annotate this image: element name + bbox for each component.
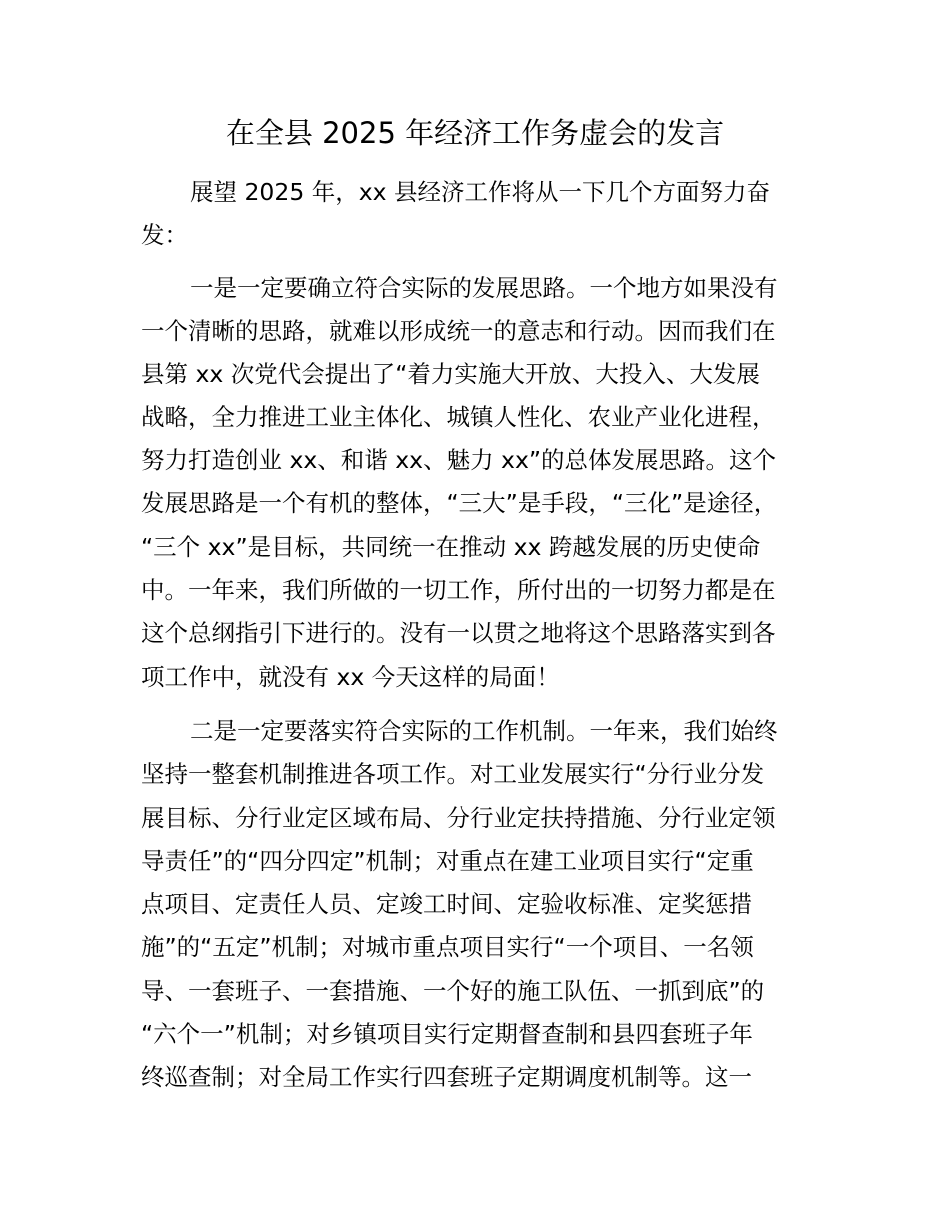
paragraph-3-line-6: 施”的“五定”机制；对城市重点项目实行“一个项目、一名领 — [141, 933, 754, 961]
paragraph-3-line-7: 导、一套班子、一套措施、一个好的施工队伍、一抓到底”的 — [141, 977, 765, 1005]
paragraph-2-line-10: 项工作中，就没有 xx 今天这样的局面！ — [141, 663, 560, 691]
paragraph-1-line-2: 发： — [141, 221, 188, 249]
paragraph-2-line-9: 这个总纲指引下进行的。没有一以贯之地将这个思路落实到各 — [141, 619, 776, 647]
paragraph-2-line-6: 发展思路是一个有机的整体，“三大”是手段，“三化”是途径， — [141, 489, 778, 517]
paragraph-2-line-1: 一是一定要确立符合实际的发展思路。一个地方如果没有 — [190, 274, 778, 302]
paragraph-2-line-2: 一个清晰的思路，就难以形成统一的意志和行动。因而我们在 — [141, 317, 776, 345]
paragraph-2-line-4: 战略，全力推进工业主体化、城镇人性化、农业产业化进程， — [141, 403, 776, 431]
paragraph-3-line-1: 二是一定要落实符合实际的工作机制。一年来，我们始终 — [190, 717, 778, 745]
paragraph-1-line-1: 展望 2025 年，xx 县经济工作将从一下几个方面努力奋 — [190, 178, 771, 206]
paragraph-2-line-8: 中。一年来，我们所做的一切工作，所付出的一切努力都是在 — [141, 576, 776, 604]
paragraph-3-line-5: 点项目、定责任人员、定竣工时间、定验收标准、定奖惩措 — [141, 890, 752, 918]
document-title: 在全县 2025 年经济工作务虚会的发言 — [225, 116, 725, 150]
paragraph-3-line-3: 展目标、分行业定区域布局、分行业定扶持措施、分行业定领 — [141, 804, 776, 832]
paragraph-3-line-9: 终巡查制；对全局工作实行四套班子定期调度机制等。这一 — [141, 1063, 752, 1091]
paragraph-2-line-5: 努力打造创业 xx、和谐 xx、魅力 xx”的总体发展思路。这个 — [141, 446, 777, 474]
paragraph-3-line-4: 导责任”的“四分四定”机制；对重点在建工业项目实行“定重 — [141, 847, 754, 875]
paragraph-3-line-2: 坚持一整套机制推进各项工作。对工业发展实行“分行业分发 — [141, 760, 765, 788]
paragraph-3-line-8: “六个一”机制；对乡镇项目实行定期督查制和县四套班子年 — [141, 1020, 753, 1048]
paragraph-2-line-3: 县第 xx 次党代会提出了“着力实施大开放、大投入、大发展 — [141, 360, 760, 388]
paragraph-2-line-7: “三个 xx”是目标，共同统一在推动 xx 跨越发展的历史使命 — [141, 533, 761, 561]
